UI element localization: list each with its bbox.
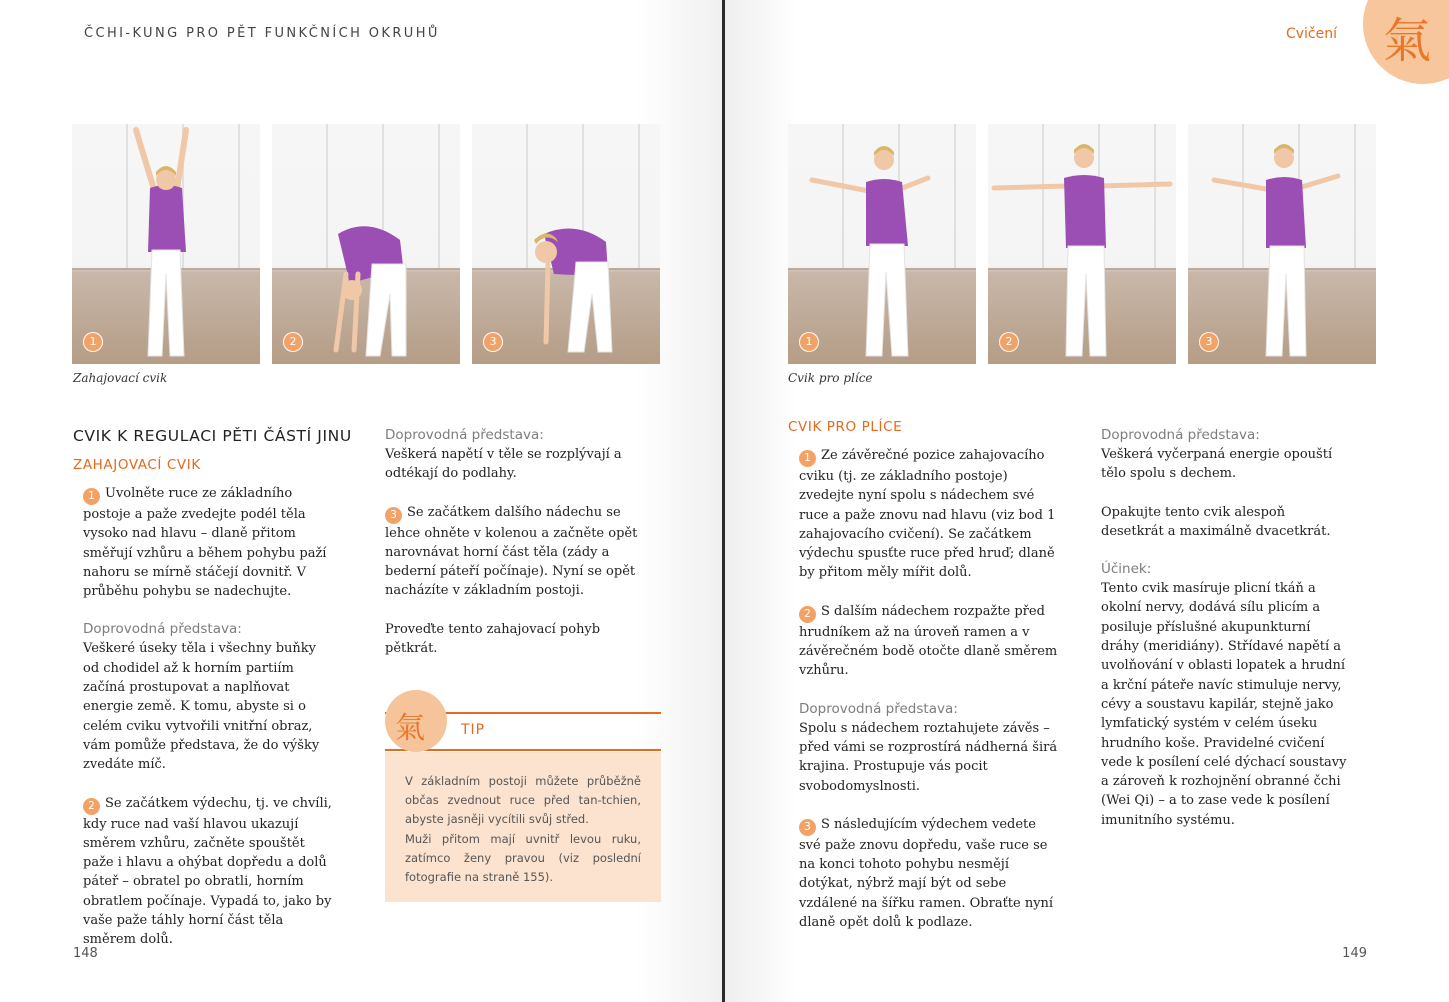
repeat-paragraph: Opakujte tento cvik alespoň desetkrát a maximálně dvacetkrát. [1101,504,1331,539]
effect-heading: Účinek: [1101,561,1152,578]
imagery-paragraph: Spolu s nádechem roztahujete závěs – před vámi se rozprostírá nádherná širá krajina. Prostupuje vás pocit svobodomyslnosti. [799,720,1058,794]
right-page [725,0,1449,1002]
photo-lung-exercise-1 [788,124,976,364]
page-number: 149 [1342,946,1367,961]
step-1-paragraph: 1 Uvolněte ruce ze základního postoje a paže zvedejte podél těla vysoko nad hlavu – dlaně přitom směřují vzhůru a během pohybu paží nahoru se mírně stáčejí dovnitř. V průběhu pohybu se nadechujte. [83,486,327,600]
photo-number-badge: 3 [1200,333,1218,351]
section-tab: Cvičení [1285,26,1337,42]
page-number: 148 [73,946,98,961]
photo-number-badge: 2 [1000,333,1018,351]
step-number-badge: 3 [799,819,816,836]
photo-lung-exercise-3 [1188,124,1376,364]
step-number-badge: 3 [385,507,402,524]
figure-bend-deep [272,124,460,364]
step-number-badge: 2 [83,798,100,815]
figure-bend-rising [472,124,660,364]
photo-number-badge: 1 [84,333,102,351]
exercise-title: CVIK PRO PLÍCE [788,419,903,435]
step-3-paragraph: 3 Se začátkem dalšího nádechu se lehce ohněte v kolenou a začněte opět narovnávat horní část těla (zády a bederní páteří počínaje). Nyní se opět nacházíte v základním postoji. [385,504,638,599]
imagery-heading: Doprovodná představa: [1101,427,1260,443]
photo-caption: Cvik pro plíce [788,371,873,385]
step-3-paragraph: 3 S následujícím výdechem vedete své paže znovu dopředu, vaše ruce se na konci tohoto pohybu nesmějí dotýkat, nýbrž mají být od sebe vzdálené na šířku ramen. Obraťte nyní dlaně opět dolů k podlaze. [799,816,1054,931]
qi-badge-icon: 氣 [1363,0,1449,84]
photo-lung-exercise-2 [988,124,1176,364]
repeat-paragraph: Proveďte tento zahajovací pohyb pětkrát. [385,621,601,657]
photo-number-badge: 3 [484,333,502,351]
step-number-badge: 1 [799,450,816,467]
figure-arms-spread [988,124,1176,364]
photo-caption: Zahajovací cvik [73,371,168,385]
tip-label: TIP [461,722,486,738]
running-head: ČCHI-KUNG PRO PĚT FUNKČNÍCH OKRUHŮ [84,26,440,41]
imagery-paragraph: Veškerá napětí v těle se rozplývají a odtékají do podlahy. [385,447,622,482]
photo-start-exercise-3 [472,124,660,364]
step-1-paragraph: 1 Ze závěrečné pozice zahajovacího cviku (tj. ze základního postoje) zvedejte nyní spolu s nádechem své ruce a paže znovu nad hlavu (viz bod 1 zahajovacího cvičení). Se začátkem výdechu spusťte ruce před hruď; dlaně by přitom měly mířit dolů. [799,448,1056,581]
left-page [0,0,722,1002]
imagery-heading: Doprovodná představa: [799,700,958,717]
left-column-1 [83,484,335,950]
step-2-paragraph: 2 Se začátkem výdechu, tj. ve chvíli, kdy ruce nad vaší hlavou ukazují směrem vzhůru, začněte spouštět paže i hlavu a ohýbat dopředu a dolů páteř – obratel po obratli, horním obratlem počínaje. Vypadá to, jako by vaše paže táhly horní část těla směrem dolů. [83,795,332,948]
right-column-2 [1101,426,1351,830]
figure-arms-forward-down [1188,124,1376,364]
imagery-heading: Doprovodná představa: [83,621,242,638]
tip-paragraph: V základním postoji můžete průběžně občas zvednout ruce před tan-tchien, abyste jasněji vycítili svůj střed. [405,774,641,827]
right-column-1 [799,446,1061,932]
photo-start-exercise-2 [272,124,460,364]
effect-paragraph: Tento cvik masíruje plicní tkáň a okolní nervy, dodává sílu plicím a posiluje příslušné akupunkturní dráhy (meridiány). Střídavé napětí a uvolňování v oblasti lopatek a hrudní a krční páteře navíc stimuluje nervy, cévy a soustavu kapilár, stejně jako lymfatický systém v celém úseku hrudního koše. Pravidelné cvičení vede k posílení celé dýchací soustavy a zároveň k rozhojnění obranné čchi (Wei Qi) – a to zase vede k posílení imunitního systému. [1101,581,1347,828]
figure-arms-forward [788,124,976,364]
photo-number-badge: 2 [284,333,302,351]
tip-box [385,690,661,902]
exercise-title: CVIK K REGULACI PĚTI ČÁSTÍ JINU [73,427,352,445]
figure-arms-up [72,124,260,364]
imagery-heading: Doprovodná představa: [385,427,544,443]
left-column-2 [385,426,645,658]
tip-body [385,752,661,902]
step-2-paragraph: 2 S dalším nádechem rozpažte před hrudníkem až na úroveň ramen a v závěrečném bodě otočte dlaně směrem vzhůru. [799,603,1058,679]
qi-glyph-icon: 氣 [385,690,447,752]
step-number-badge: 1 [83,488,100,505]
exercise-subtitle: ZAHAJOVACÍ CVIK [73,457,201,473]
photo-number-badge: 1 [800,333,818,351]
tip-paragraph: Muži přitom mají uvnitř levou ruku, zatímco ženy pravou (viz poslední fotografie na straně 155). [405,831,641,885]
step-number-badge: 2 [799,606,816,623]
photo-start-exercise-1 [72,124,260,364]
imagery-paragraph: Veškerá vyčerpaná energie opouští tělo spolu s dechem. [1101,447,1333,482]
imagery-paragraph: Veškeré úseky těla i všechny buňky od chodidel až k horním partiím začíná prostupovat a naplňovat energie země. K tomu, abyste si o celém cviku vytvořili vnitřní obraz, vám pomůže představa, že do výšky zvedáte míč. [83,641,320,773]
